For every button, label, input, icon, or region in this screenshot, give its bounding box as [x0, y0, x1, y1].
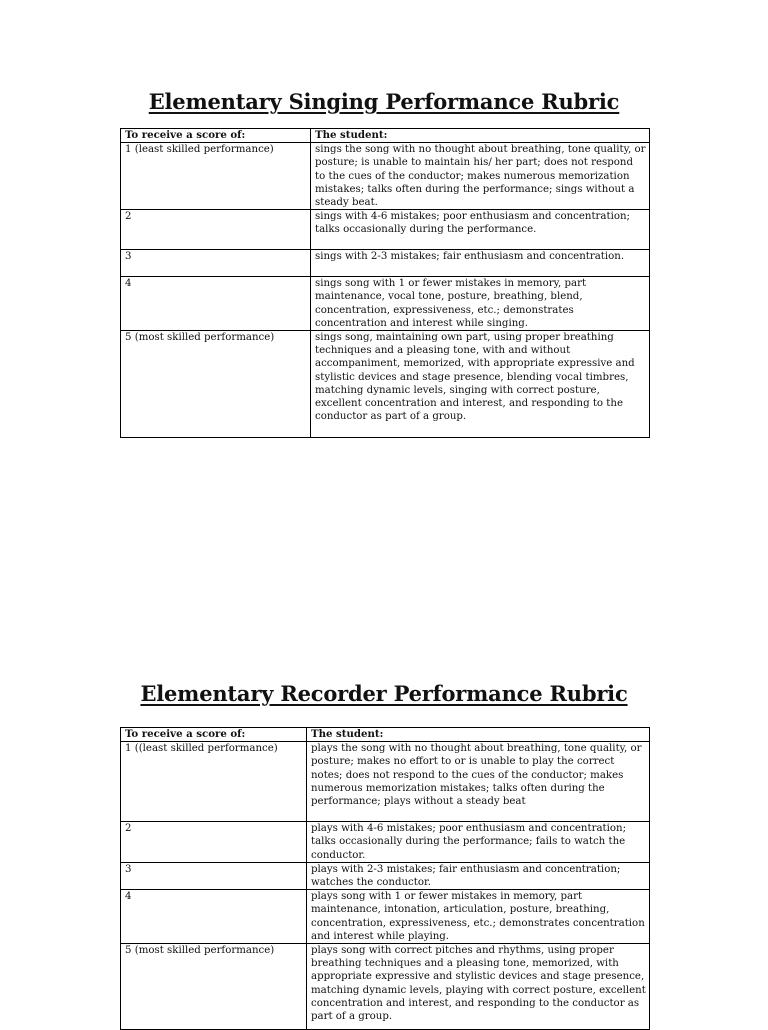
score-cell: 4 [121, 277, 311, 331]
description-cell: plays with 4-6 mistakes; poor enthusiasm and concentration; talks occasionally during the performance; fails to watch the conductor. [307, 822, 650, 863]
table-header-row [121, 728, 650, 742]
score-column-header: To receive a score of: [121, 129, 311, 143]
table-row [121, 250, 650, 277]
description-cell: sings with 2-3 mistakes; fair enthusiasm and concentration. [311, 250, 650, 277]
recorder-rubric-table [120, 727, 650, 1030]
description-cell: sings the song with no thought about breathing, tone quality, or posture; is unable to maintain his/ her part; does not respond to the cues of the conductor; makes numerous memorization mistakes; talks often during the performance; sings without a steady beat. [311, 143, 650, 210]
table-row [121, 742, 650, 822]
score-cell: 2 [121, 822, 307, 863]
description-cell: plays with 2-3 mistakes; fair enthusiasm and concentration; watches the conductor. [307, 862, 650, 889]
score-cell: 5 (most skilled performance) [121, 331, 311, 438]
table-row [121, 277, 650, 331]
score-cell: 3 [121, 250, 311, 277]
description-cell: plays song with 1 or fewer mistakes in memory, part maintenance, intonation, articulation, posture, breathing, concentration, expressiveness, etc.; demonstrates concentration and interest while playing. [307, 890, 650, 944]
table-row [121, 822, 650, 863]
table-row [121, 143, 650, 210]
table-row [121, 210, 650, 250]
description-cell: sings song, maintaining own part, using proper breathing techniques and a pleasing tone, with and without accompaniment, memorized, with appropriate expressive and stylistic devices and stage presence, blending vocal timbres, matching dynamic levels, singing with correct posture, excellent concentration and interest, and responding to the conductor as part of a group. [311, 331, 650, 438]
description-cell: plays song with correct pitches and rhythms, using proper breathing techniques and a pleasing tone, memorized, with appropriate expressive and stylistic devices and stage presence, matching dynamic levels, playing with correct posture, excellent concentration and interest, and responding to the conductor as part of a group. [307, 944, 650, 1030]
score-cell: 4 [121, 890, 307, 944]
table-header-row [121, 129, 650, 143]
table-row [121, 890, 650, 944]
score-cell: 1 (least skilled performance) [121, 143, 311, 210]
score-column-header: To receive a score of: [121, 728, 307, 742]
table-row [121, 944, 650, 1030]
singing-rubric-title: Elementary Singing Performance Rubric [148, 89, 620, 114]
score-cell: 1 ((least skilled performance) [121, 742, 307, 822]
table-row [121, 331, 650, 438]
score-cell: 3 [121, 862, 307, 889]
table-row [121, 862, 650, 889]
recorder-rubric-title: Elementary Recorder Performance Rubric [140, 681, 628, 706]
description-cell: plays the song with no thought about breathing, tone quality, or posture; makes no effort to or is unable to play the correct notes; does not respond to the cues of the conductor; makes numerous memorization mistakes; talks often during the performance; plays without a steady beat [307, 742, 650, 822]
student-column-header: The student: [311, 129, 650, 143]
student-column-header: The student: [307, 728, 650, 742]
score-cell: 2 [121, 210, 311, 250]
description-cell: sings song with 1 or fewer mistakes in memory, part maintenance, vocal tone, posture, breathing, blend, concentration, expressiveness, etc.; demonstrates concentration and interest while singing. [311, 277, 650, 331]
score-cell: 5 (most skilled performance) [121, 944, 307, 1030]
singing-rubric-table [120, 128, 650, 438]
description-cell: sings with 4-6 mistakes; poor enthusiasm and concentration; talks occasionally during the performance. [311, 210, 650, 250]
